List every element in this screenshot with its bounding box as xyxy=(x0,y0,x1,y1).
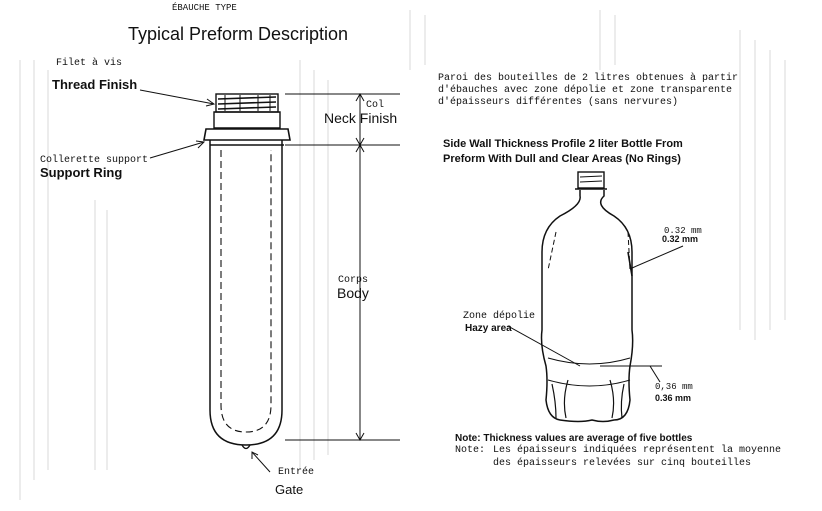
note-fr-line-2: des épaisseurs relevées sur cinq bouteilles xyxy=(493,458,752,469)
bottle-finish xyxy=(578,172,604,188)
body-en-label: Body xyxy=(337,285,369,301)
preform-support-ring xyxy=(204,129,290,140)
bottle-body xyxy=(542,190,633,422)
diagram-title: Typical Preform Description xyxy=(128,24,349,44)
bottle-description-en-line-2: Preform With Dull and Clear Areas (No Rings) xyxy=(443,153,681,165)
thread-finish-en-label: Thread Finish xyxy=(52,77,138,92)
hazy-area-fr-label: Zone dépolie xyxy=(463,311,536,322)
support-ring-en-label: Support Ring xyxy=(40,165,123,180)
thickness-bottom-en-label: 0.36 mm xyxy=(655,393,692,403)
ebauche-type-label: ÉBAUCHE TYPE xyxy=(172,3,237,13)
bottle-description-en-line-1: Side Wall Thickness Profile 2 liter Bottle From xyxy=(443,138,683,150)
thickness-bottom-fr-label: 0,36 mm xyxy=(655,382,693,392)
support-ring-fr-label: Collerette support xyxy=(40,155,149,166)
gate-fr-label: Entrée xyxy=(278,467,315,478)
gate-en-label: Gate xyxy=(275,482,304,497)
thickness-top-fr-label: 0.32 mm xyxy=(664,226,702,236)
note-fr-label: Note: xyxy=(455,445,486,456)
bottle-description-fr-line-3: d'épaisseurs différentes (sans nervures) xyxy=(438,97,679,108)
thickness-top-en-label: 0.32 mm xyxy=(662,234,699,244)
note-fr-line-1: Les épaisseurs indiquées représentent la moyenne xyxy=(493,445,782,456)
bottle-description-fr-line-1: Paroi des bouteilles de 2 litres obtenues à partir xyxy=(438,73,739,84)
neck-finish-fr-label: Col xyxy=(366,100,385,111)
thread-finish-fr-label: Filet à vis xyxy=(56,58,123,69)
bottle-description-fr-line-2: d'ébauches avec zone dépolie et zone transparente xyxy=(438,85,733,96)
hazy-area-en-label: Hazy area xyxy=(465,323,512,334)
neck-finish-en-label: Neck Finish xyxy=(324,110,398,126)
body-fr-label: Corps xyxy=(338,275,369,286)
note-en: Note: Thickness values are average of five bottles xyxy=(455,433,693,444)
